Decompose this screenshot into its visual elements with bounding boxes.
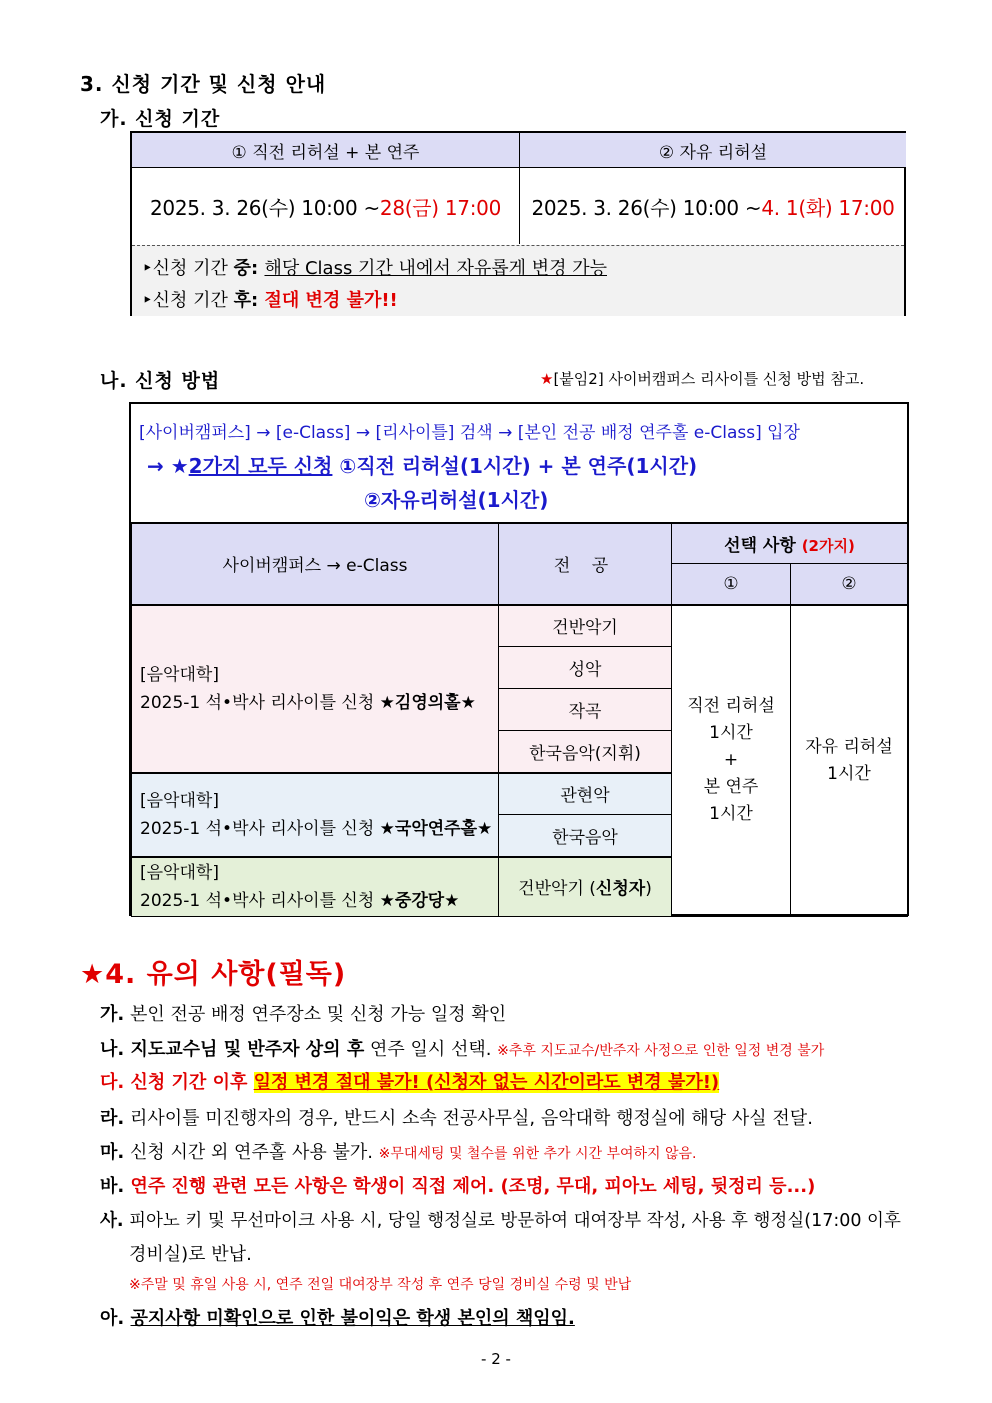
notice-ba: [100, 1172, 815, 1198]
notice-ra: [100, 1104, 813, 1130]
item-label: 라.: [100, 1108, 125, 1129]
note-prefix: ‣신청 기간: [142, 290, 234, 311]
item-note: ※무대세팅 및 철수를 위한 추가 시간 부여하지 않음.: [378, 1146, 697, 1162]
method-opt2: ②자유리허설(1시간): [364, 488, 549, 512]
page-number: - 2 -: [481, 1350, 511, 1368]
item-label: 아.: [100, 1308, 125, 1329]
notice-ga: [100, 1000, 506, 1026]
option2-cell: [791, 605, 908, 917]
section-3b-title: 나. 신청 방법: [100, 370, 221, 392]
major-cell: 한국음악: [499, 815, 672, 857]
header-opt2: ②: [791, 564, 908, 605]
item-label: 바.: [100, 1176, 125, 1197]
major-cell: 작곡: [499, 689, 672, 731]
section-4-title: ★4. 유의 사항(필독): [80, 959, 347, 990]
hall-name: ★국악연주홀★: [379, 818, 493, 839]
header-opt1: ①: [672, 564, 791, 605]
item-highlight: 일정 변경 절대 불가! (신청자 없는 시간이라도 변경 불가!): [253, 1072, 720, 1093]
notice-sa: [100, 1207, 901, 1232]
notice-na: [100, 1035, 824, 1061]
item-label: 사.: [100, 1211, 124, 1231]
period-col2-header: ② 자유 리허설: [520, 133, 906, 168]
item-text: 리사이틀 미진행자의 경우, 반드시 소속 전공사무실, 음악대학 행정실에 해당 사실 전달.: [124, 1108, 813, 1129]
notice-da: [100, 1068, 719, 1094]
notice-a: [100, 1304, 575, 1330]
method-instructions: [131, 404, 907, 524]
major-cell: [499, 857, 672, 917]
group-gugak-hall: [132, 773, 499, 857]
method-path: [사이버캠퍼스] → [e-Class] → [리사이틀] 검색 → [본인 전공 배정 연주홀 e-Class] 입장: [139, 423, 800, 443]
header-select-count: (2가지): [801, 537, 855, 555]
option1-line: 본 연주: [703, 777, 759, 798]
option2-line: 자유 리허설: [805, 736, 893, 757]
item-label: 나.: [100, 1039, 125, 1060]
option1-cell: [672, 605, 791, 917]
method-opt1: ①직전 리허설(1시간) + 본 연주(1시간): [332, 454, 698, 478]
period-box: [130, 131, 906, 316]
item-bold: 지도교수님 및 반주자 상의 후: [124, 1039, 365, 1060]
group-label-text: 2025-1 석•박사 리사이틀 신청: [140, 818, 380, 839]
header-select-label: 선택 사항: [724, 536, 802, 556]
major-cell: 성악: [499, 647, 672, 689]
major-cell: 관현악: [499, 773, 672, 815]
period-col1-header: ① 직전 리허설 + 본 연주: [132, 133, 520, 168]
major-end: ): [645, 879, 652, 900]
option1-line: +: [723, 750, 739, 771]
hall-name: ★중강당★: [379, 890, 460, 911]
item-text: 공지사항 미확인으로 인한 불이익은 학생 본인의 책임임.: [130, 1308, 575, 1329]
major-cell: 건반악기: [499, 605, 672, 647]
section-3a-title: 가. 신청 기간: [100, 108, 221, 130]
item-text: 신청 시간 외 연주홀 사용 불가.: [124, 1142, 379, 1163]
major-text: 건반악기 (: [518, 879, 596, 900]
reference-text: [붙임2] 사이버캠퍼스 리사이틀 신청 방법 참고.: [553, 370, 865, 388]
note-text: 절대 변경 불가!!: [264, 290, 398, 311]
item-text: 연주 진행 관련 모든 사항은 학생이 직접 제어. (조명, 무대, 피아노 세팅, 뒷정리 등...): [124, 1176, 816, 1197]
group-main-hall: [132, 857, 499, 917]
period-notes: [132, 245, 904, 316]
item-text: 연주 일시 선택.: [364, 1039, 498, 1060]
option1-line: 1시간: [709, 723, 753, 744]
method-arrow: → ★: [147, 454, 189, 478]
header-select: [672, 524, 908, 564]
note-colon: :: [251, 290, 265, 311]
group-label-text: 2025-1 석•박사 리사이틀 신청: [140, 890, 380, 911]
group-label: [음악대학]: [140, 664, 219, 685]
item-label: 다. 신청 기간 이후: [100, 1072, 254, 1093]
method-line-2: [147, 450, 697, 479]
period-col1-end: 28(금) 17:00: [379, 195, 501, 220]
period-note-during: [142, 254, 607, 280]
note-colon: :: [251, 258, 265, 279]
method-box: [129, 402, 909, 916]
item-text: 본인 전공 배정 연주장소 및 신청 가능 일정 확인: [124, 1004, 507, 1025]
option1-line: 1시간: [709, 804, 753, 825]
note-text: 해당 Class 기간 내에서 자유롭게 변경 가능: [264, 258, 607, 279]
period-col2-start: 2025. 3. 26(수) 10:00 ~: [531, 195, 762, 220]
major-cell: 한국음악(지휘): [499, 731, 672, 773]
section-3-title: 3. 신청 기간 및 신청 안내: [80, 72, 327, 96]
method-both: 2가지 모두 신청: [188, 454, 333, 478]
notice-sa-note: ※주말 및 휴일 사용 시, 연주 전일 대여장부 작성 후 연주 당일 경비실 수령 및 반납: [129, 1277, 632, 1293]
item-label: 가.: [100, 1004, 125, 1025]
notice-ma: [100, 1138, 696, 1164]
group-label: [음악대학]: [140, 790, 219, 811]
period-col2-end: 4. 1(화) 17:00: [761, 195, 895, 220]
item-text: 피아노 키 및 무선마이크 사용 시, 당일 행정실로 방문하여 대여장부 작성, 사용 후 행정실(17:00 이후: [123, 1211, 901, 1231]
group-label: [음악대학]: [140, 862, 219, 883]
hall-name: ★김영의홀★: [379, 692, 476, 713]
option1-line: 직전 리허설: [687, 696, 775, 717]
note-bold: 중: [233, 258, 252, 279]
group-kim-hall: [132, 605, 499, 773]
note-bold: 후: [233, 290, 252, 311]
major-bold: 신청자: [595, 879, 646, 900]
item-note: ※추후 지도교수/반주자 사정으로 인한 일정 변경 불가: [497, 1043, 825, 1059]
hall-table: [131, 523, 908, 917]
option2-line: 1시간: [827, 763, 871, 784]
period-col2-value: [520, 168, 906, 244]
header-campus: 사이버캠퍼스 → e-Class: [132, 524, 499, 605]
star-icon: ★: [540, 370, 554, 388]
item-label: 마.: [100, 1142, 125, 1163]
period-col1-start: 2025. 3. 26(수) 10:00 ~: [149, 195, 380, 220]
period-note-after: [142, 286, 398, 312]
group-label-text: 2025-1 석•박사 리사이틀 신청: [140, 692, 380, 713]
header-major: 전 공: [499, 524, 672, 605]
reference-note: [540, 368, 864, 389]
note-prefix: ‣신청 기간: [142, 258, 234, 279]
period-col1-value: [132, 168, 519, 244]
notice-sa-cont: 경비실)로 반납.: [129, 1244, 252, 1265]
